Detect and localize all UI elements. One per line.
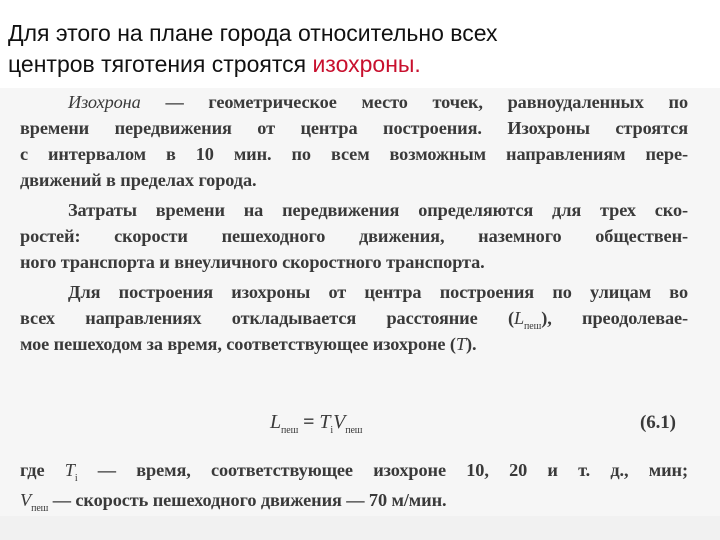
formula-equals: = <box>298 411 320 433</box>
text-segment: мое пешеходом за время, соответствующее изохроне ( <box>20 334 456 354</box>
scanned-textbook-excerpt <box>0 88 720 528</box>
bottom-shadow <box>0 516 720 540</box>
formula-6-1 <box>270 410 470 444</box>
term-isochrone: Изохрона <box>68 92 141 112</box>
equation-number: (6.1) <box>640 412 676 433</box>
variable-V: V <box>20 490 32 510</box>
text-segment: всех направлениях откладывается расстояние ( <box>20 308 514 328</box>
formula-L-subscript: пеш <box>281 425 299 436</box>
text-segment: ), преодолевае- <box>541 308 689 328</box>
paragraph-3-line-1: Для построения изохроны от центра построения по улицам во <box>68 282 688 302</box>
formula-T-subscript: i <box>330 425 334 436</box>
where-line-1 <box>20 458 688 492</box>
variable-L: L <box>513 308 525 328</box>
variable-T: T <box>455 334 466 354</box>
paragraph-1-line-3: с интервалом в 10 мин. по всем возможным направлениям пере- <box>20 144 688 164</box>
formula-V: V <box>333 411 346 433</box>
paragraph-1-line-1 <box>68 90 688 116</box>
heading-accent-term: изохроны. <box>312 51 421 77</box>
subscript-walk: пеш <box>524 321 542 332</box>
paragraph-3-line-3 <box>20 332 688 358</box>
heading-line-1: Для этого на плане города относительно всех <box>8 20 498 46</box>
formula-L: L <box>270 411 282 433</box>
text-segment: — скорость пешеходного движения — 70 м/мин. <box>48 490 447 510</box>
paragraph-2-line-3: ного транспорта и внеуличного скоростного транспорта. <box>20 252 485 272</box>
variable-T: T <box>64 460 75 480</box>
paragraph-2-line-2: ростей: скорости пешеходного движения, наземного обществен- <box>20 226 688 246</box>
definition-text: — геометрическое место точек, равноудаленных по <box>140 92 688 112</box>
heading-line-2 <box>8 49 713 80</box>
text-segment: — время, соответствующее изохроне 10, 20 и т. д., мин; <box>77 460 688 480</box>
text-segment: ). <box>465 334 477 354</box>
paragraph-1-line-2: времени передвижения от центра построения. Изохроны строятся <box>20 118 688 138</box>
paragraph-2-line-1: Затраты времени на передвижения определяются для трех ско- <box>68 200 688 220</box>
formula-V-subscript: пеш <box>345 425 363 436</box>
formula-T: T <box>319 411 331 433</box>
text-segment: где <box>20 460 65 480</box>
paragraph-1-line-4: движений в пределах города. <box>20 170 257 190</box>
subscript-walk: пеш <box>31 503 49 514</box>
slide-heading <box>8 18 713 80</box>
subscript-i: i <box>74 473 78 484</box>
heading-line-2-text: центров тяготения строятся <box>8 51 313 77</box>
